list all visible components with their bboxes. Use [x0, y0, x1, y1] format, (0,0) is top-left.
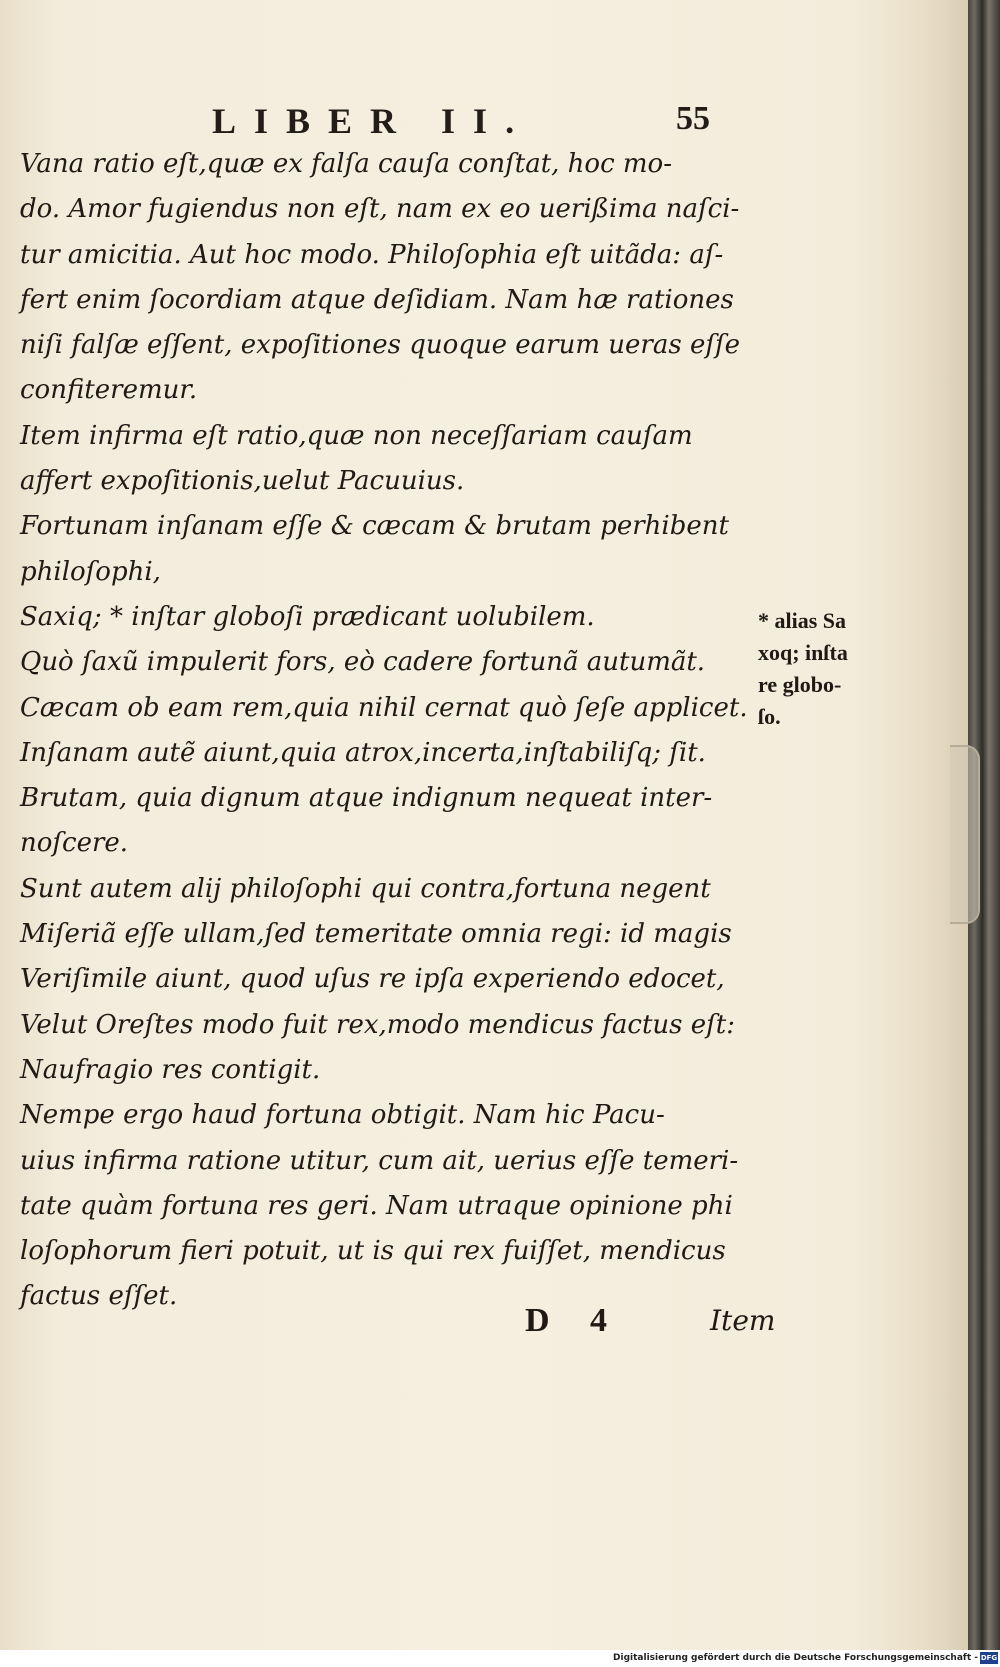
page-footer	[0, 1300, 968, 1360]
marginal-line: * alias Sa	[758, 608, 847, 633]
credit-text: Digitalisierung gefördert durch die Deutsche Forschungsgemeinschaft -	[613, 1653, 978, 1663]
text-line: Fortunam inſanam eſſe & cæcam & brutam perhibent	[20, 511, 729, 542]
text-line: uius infirma ratione utitur, cum ait, uerius eſſe temeri-	[20, 1145, 739, 1176]
text-line: Inſanam autẽ aiunt,quia atrox,incerta,inſtabiliſq; ſit.	[20, 737, 706, 768]
text-line: Brutam, quia dignum atque indignum nequeat inter-	[20, 783, 713, 814]
text-line: fert enim ſocordiam atque deſidiam. Nam hæ rationes	[20, 284, 734, 315]
text-line: confiteremur.	[20, 375, 198, 406]
text-line: Nempe ergo haud fortuna obtigit. Nam hic Pacu-	[20, 1100, 665, 1131]
text-line: loſophorum fieri potuit, ut is qui rex fuiſſet, mendicus	[20, 1236, 726, 1267]
marginal-line: re globo-	[758, 672, 842, 697]
text-line: Sunt autem alij philoſophi qui contra,fortuna negent	[20, 873, 711, 904]
page-number: 55	[676, 100, 710, 137]
signature-mark: D 4	[525, 1302, 624, 1339]
text-line: noſcere.	[20, 828, 129, 859]
text-line: Vana ratio eſt,quæ ex falſa cauſa conſtat, hoc mo-	[20, 149, 672, 179]
text-line: Veriſimile aiunt, quod uſus re ipſa experiendo edocet,	[20, 964, 725, 995]
catchword: Item	[710, 1304, 776, 1337]
header-title: LIBER II.	[212, 101, 533, 141]
text-line: factus eſſet.	[20, 1281, 178, 1312]
text-line: tur amicitia. Aut hoc modo. Philoſophia eſt uitãda: aſ-	[20, 239, 724, 270]
text-line: niſi falſæ eſſent, expoſitiones quoque earum ueras eſſe	[20, 330, 740, 361]
text-line: Miſeriã eſſe ullam,ſed temeritate omnia regi: id magis	[20, 919, 732, 950]
text-line: Naufragio res contigit.	[20, 1054, 321, 1085]
text-line: affert expoſitionis,uelut Pacuuius.	[20, 466, 465, 497]
text-line: Quò ſaxũ impulerit fors, eò cadere fortunã autumãt.	[20, 647, 706, 678]
text-line: Velut Oreſtes modo fuit rex,modo mendicus factus eſt:	[20, 1009, 735, 1040]
marginal-note	[758, 605, 908, 733]
text-line: Saxiq; * inſtar globoſi prædicant uolubilem.	[20, 601, 595, 632]
text-line: Cæcam ob eam rem,quia nihil cernat quò ſeſe applicet.	[20, 692, 748, 723]
marginal-line: ſo.	[758, 704, 781, 729]
text-line: tate quàm fortuna res geri. Nam utraque opinione phi	[20, 1190, 733, 1221]
text-line: Item infirma eſt ratio,quæ non neceſſariam cauſam	[20, 420, 693, 451]
main-text	[20, 142, 755, 1320]
text-line: philoſophi,	[20, 556, 161, 587]
credit-bar	[0, 1651, 1000, 1667]
text-line: do. Amor fugiendus non eſt, nam ex eo uerißima naſci-	[20, 194, 740, 225]
dfg-logo-icon: DFG	[980, 1654, 998, 1662]
marginal-line: xoq; inſta	[758, 640, 848, 665]
running-header	[0, 100, 968, 144]
page-clip	[950, 745, 980, 924]
